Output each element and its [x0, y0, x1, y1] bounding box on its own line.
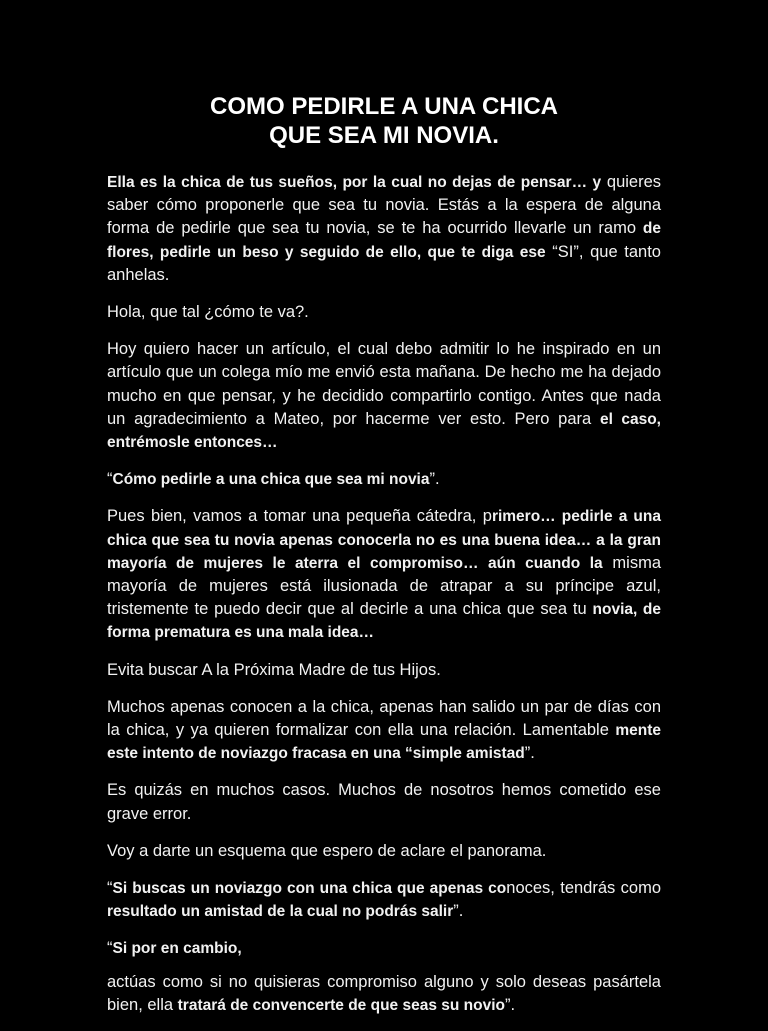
bold-text: resultado un amistad de la cual no podrás salir: [107, 903, 454, 921]
paragraph-1: [107, 171, 661, 287]
text-run: ”.: [505, 995, 516, 1014]
paragraph-3: [107, 338, 661, 454]
document-title: [107, 92, 661, 150]
bold-text: mente este intento de noviazgo fracasa en una “simple amistad: [107, 722, 661, 763]
text-run: “: [107, 939, 113, 958]
bold-text: Si por en cambio,: [112, 940, 242, 958]
paragraph-7: [107, 696, 661, 766]
bold-text: el caso, entrémosle entonces…: [107, 410, 661, 452]
paragraph-4: [107, 468, 661, 491]
text-run: ”.: [429, 470, 440, 489]
text-run: ”.: [524, 744, 535, 763]
text-run: Pues bien, vamos a tomar una pequeña cátedra, p: [107, 507, 492, 526]
paragraph-2: Hola, que tal ¿cómo te va?.: [107, 303, 309, 322]
text-run: noces, tendrás como: [506, 879, 661, 898]
paragraph-6: Evita buscar A la Próxima Madre de tus Hijos.: [107, 660, 441, 679]
bold-text: Cómo pedirle a una chica que sea mi novia: [112, 471, 430, 489]
text-run: “: [107, 879, 113, 898]
paragraph-8: Es quizás en muchos casos. Muchos de nosotros hemos cometido ese grave error.: [107, 781, 661, 823]
bold-text: Ella es la chica de tus sueños, por la cual no dejas de pensar… y: [107, 174, 602, 191]
paragraph-12: [107, 971, 661, 1017]
text-run: “: [107, 470, 113, 489]
bold-text: de flores, pedirle un beso y seguido de ello, que te diga ese: [107, 220, 661, 261]
text-run: ”.: [453, 902, 464, 921]
title-line-2: QUE SEA MI NOVIA.: [269, 122, 499, 149]
text-run: misma mayoría de mujeres está ilusionada de atrapar a su príncipe azul, tristemente te puedo decir que al decirle a una chica que sea tu: [107, 553, 661, 619]
text-run: que tanto anhelas.: [107, 242, 661, 284]
document-page: [107, 92, 661, 1031]
paragraph-9: Voy a darte un esquema que espero de aclare el panorama.: [107, 841, 547, 860]
text-run: quieres saber cómo proponerle que sea tu novia. Estás a la espera de alguna forma de pedirle que sea tu novia, se te ha ocurrido llevarle un ramo: [107, 173, 662, 238]
paragraph-10: [107, 877, 661, 923]
paragraph-5: [107, 505, 661, 644]
text-run: Muchos apenas conocen a la chica, apenas han salido un par de días con la chica, y ya quieren formalizar con ella una relación. Lamentable: [107, 697, 661, 740]
text-run: Hoy quiero hacer un artículo, el cual debo admitir lo he inspirado en un artículo que un colega mío me envió esta mañana. De hecho me ha dejado mucho en que pensar, y he decidido compartirlo contigo. Antes que nada un agradecimiento a Mateo, por hacerme ver esto. Pero para: [107, 340, 661, 428]
bold-text: novia, de forma prematura es una mala idea…: [107, 601, 661, 642]
text-run: “SI”,: [545, 242, 584, 261]
bold-text: Si buscas un noviazgo con una chica que apenas co: [112, 880, 507, 898]
bold-text: rimero… pedirle a una chica que sea tu novia apenas conocerla no es una buena idea… a la gran mayoría de mujeres le aterra el compromiso… aún cuando la: [107, 508, 661, 572]
text-run: actúas como si no quisieras compromiso alguno y solo deseas pasártela bien, ella: [107, 972, 661, 1014]
title-line-1: COMO PEDIRLE A UNA CHICA: [210, 93, 558, 120]
bold-text: tratará de convencerte de que seas su novio: [177, 996, 505, 1014]
paragraph-11: [107, 937, 661, 960]
